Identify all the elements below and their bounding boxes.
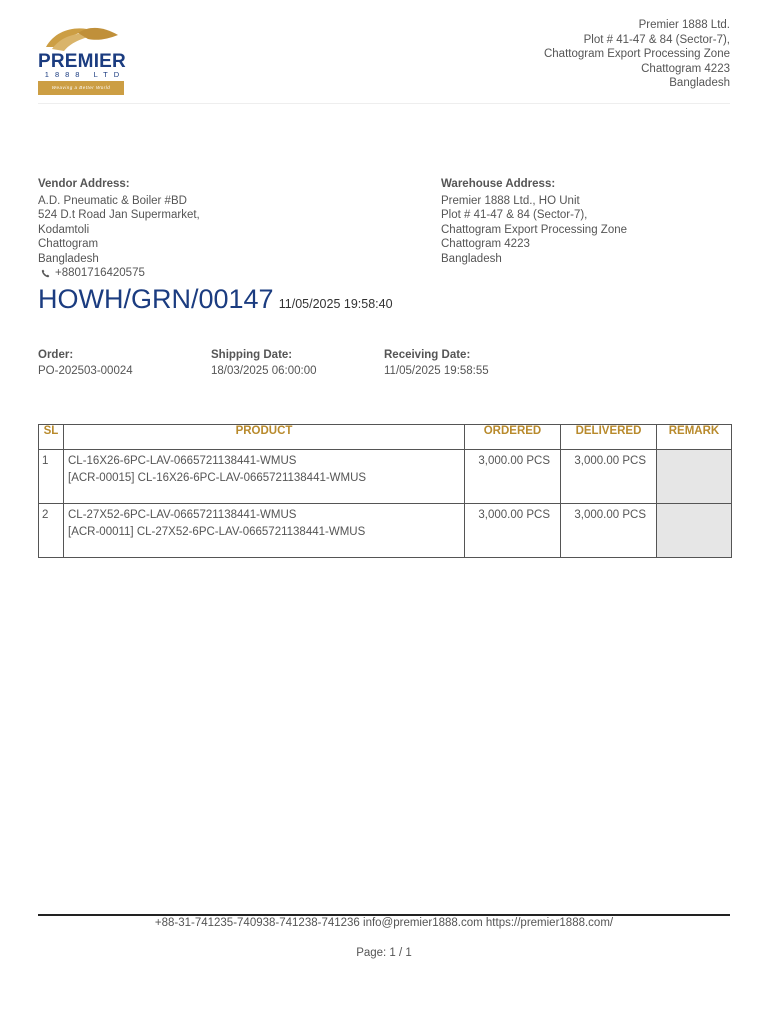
row-sl: 1 xyxy=(39,450,64,504)
vendor-address-line: Chattogram xyxy=(38,238,99,250)
row-sl: 2 xyxy=(39,504,64,558)
vendor-address-line: A.D. Pneumatic & Boiler #BD xyxy=(38,194,187,207)
column-header-delivered: DELIVERED xyxy=(561,425,657,450)
product-name: CL-27X52-6PC-LAV-0665721138441-WMUS xyxy=(68,509,297,521)
logo-wordmark: PREMIER xyxy=(38,51,126,72)
row-delivered: 3,000.00 PCS xyxy=(561,504,657,558)
column-header-ordered: ORDERED xyxy=(465,425,561,450)
document-number: HOWH/GRN/00147 xyxy=(38,284,274,314)
row-product xyxy=(64,450,465,504)
product-code: [ACR-00015] CL-16X26-6PC-LAV-0665721138441-WMUS xyxy=(68,472,367,484)
footer-divider xyxy=(38,914,730,916)
vendor-address-line: 524 D.t Road Jan Supermarket, xyxy=(38,209,200,221)
vendor-address-line: Kodamtoli xyxy=(38,223,90,236)
receiving-date-value: 11/05/2025 19:58:55 xyxy=(384,365,489,377)
company-address xyxy=(544,18,730,91)
vendor-address-line: Bangladesh xyxy=(38,252,99,265)
table-row xyxy=(39,504,732,558)
logo-tagline: Weaving a Better World xyxy=(38,81,124,95)
column-header-sl: SL xyxy=(39,425,64,450)
table-row xyxy=(39,450,732,504)
receiving-date-info xyxy=(384,347,489,379)
footer-contact: +88-31-741235-740938-741238-741236 info@premier1888.com https://premier1888.com/ xyxy=(154,917,614,929)
row-ordered: 3,000.00 PCS xyxy=(465,504,561,558)
vendor-address xyxy=(38,177,200,281)
vendor-address-title: Vendor Address: xyxy=(38,178,130,190)
company-address-line: Chattogram 4223 xyxy=(641,62,730,75)
row-product xyxy=(64,504,465,558)
company-address-line: Chattogram Export Processing Zone xyxy=(543,48,730,60)
warehouse-address-line: Chattogram Export Processing Zone xyxy=(441,223,628,236)
header-divider xyxy=(38,103,730,104)
shipping-date-info xyxy=(211,347,317,379)
order-label: Order: xyxy=(38,349,74,361)
column-header-product: PRODUCT xyxy=(64,425,465,450)
warehouse-address-line: Chattogram 4223 xyxy=(441,238,530,250)
warehouse-address-line: Plot # 41-47 & 84 (Sector-7), xyxy=(441,209,588,221)
row-remark xyxy=(657,450,732,504)
warehouse-address-line: Bangladesh xyxy=(441,252,502,265)
vendor-phone xyxy=(41,266,200,281)
company-address-line: Plot # 41-47 & 84 (Sector-7), xyxy=(583,33,730,46)
row-delivered: 3,000.00 PCS xyxy=(561,450,657,504)
row-remark xyxy=(657,504,732,558)
order-info xyxy=(38,347,133,379)
product-code: [ACR-00011] CL-27X52-6PC-LAV-0665721138441-WMUS xyxy=(68,526,366,538)
product-name: CL-16X26-6PC-LAV-0665721138441-WMUS xyxy=(68,455,297,467)
logo-swoosh-graphic xyxy=(38,23,124,53)
table-header-row xyxy=(39,425,732,450)
company-address-line: Bangladesh xyxy=(669,77,730,89)
phone-icon xyxy=(41,269,50,278)
shipping-date-label: Shipping Date: xyxy=(211,349,293,361)
product-table xyxy=(38,424,732,558)
warehouse-address-title: Warehouse Address: xyxy=(441,178,556,190)
warehouse-address xyxy=(441,177,627,266)
logo-subtitle: 1888 LTD xyxy=(44,70,126,79)
receiving-date-label: Receiving Date: xyxy=(384,349,471,361)
column-header-remark: REMARK xyxy=(657,425,732,450)
company-logo xyxy=(38,23,124,96)
document-datetime: 11/05/2025 19:58:40 xyxy=(278,297,393,311)
vendor-phone-number: +8801716420575 xyxy=(55,267,145,279)
company-address-line: Premier 1888 Ltd. xyxy=(638,19,730,31)
order-value: PO-202503-00024 xyxy=(38,365,133,377)
row-ordered: 3,000.00 PCS xyxy=(465,450,561,504)
warehouse-address-line: Premier 1888 Ltd., HO Unit xyxy=(441,194,580,207)
document-title xyxy=(38,284,393,315)
shipping-date-value: 18/03/2025 06:00:00 xyxy=(211,365,317,377)
page-number: Page: 1 / 1 xyxy=(356,947,412,959)
